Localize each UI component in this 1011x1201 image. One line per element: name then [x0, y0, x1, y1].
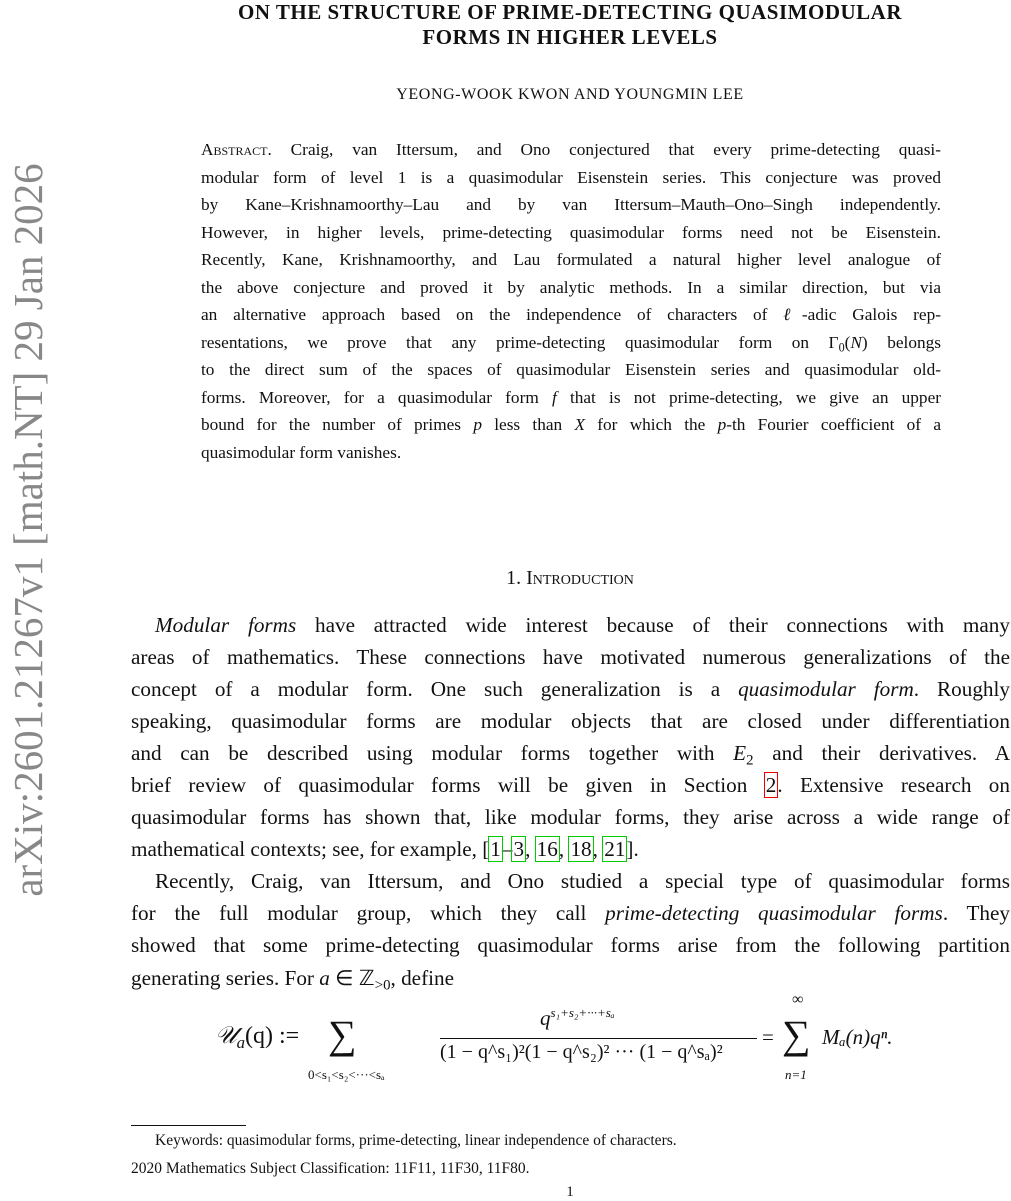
text-segment: areas of mathematics. These connections have motivated numerous generalizations of the	[131, 645, 1010, 669]
section-heading	[0, 567, 1011, 590]
text-segment: Recently, Craig, van Ittersum, and Ono studied a special type of quasimodular forms	[155, 869, 1010, 893]
text-segment: brief review of quasimodular forms will be given in Section	[131, 773, 765, 797]
text-segment: ].	[626, 837, 639, 861]
text-segment: f	[551, 387, 557, 407]
text-segment: –	[501, 837, 513, 861]
text-segment: an alternative approach based on the independence of characters of	[201, 305, 784, 324]
formula-lhs: 𝒰$_a$(q) :=	[215, 1023, 300, 1053]
text-segment: prime-detecting quasimodular forms	[605, 901, 943, 925]
text-segment: , define	[390, 966, 455, 990]
text-segment: . They	[942, 901, 1011, 925]
arxiv-stamp: arXiv:2601.21267v1 [math.NT] 29 Jan 2026	[5, 163, 51, 897]
msc-classification: 2020 Mathematics Subject Classification: 11F11, 11F30, 11F80.	[131, 1160, 530, 1177]
page-number: 1	[566, 1184, 574, 1200]
body-line	[131, 805, 1010, 830]
abstract-line	[201, 443, 941, 463]
text-segment: and can be described using modular forms together with	[131, 741, 734, 765]
paper-title-line-2: FORMS IN HIGHER LEVELS	[422, 25, 718, 49]
text-segment: for which the	[585, 415, 718, 434]
section-number: 1.	[506, 567, 522, 589]
text-segment: have attracted wide interest because of their connections with many	[296, 613, 1010, 637]
text-segment: bound for the number of primes	[201, 415, 474, 434]
text-segment: speaking, quasimodular forms are modular objects that are closed under differentiation	[131, 709, 1010, 733]
citation-link[interactable]: 16	[536, 837, 558, 861]
text-segment: -adic Galois rep-	[801, 305, 941, 324]
text-segment: p	[717, 415, 727, 434]
text-segment: quasimodular form	[738, 677, 914, 701]
text-segment: the above conjecture and proved it by analytic methods. In a similar direction, but via	[201, 277, 941, 297]
text-segment: forms. Moreover, for a quasimodular form	[201, 387, 552, 407]
text-segment: . Extensive research on	[777, 773, 1010, 797]
body-line	[131, 965, 1010, 994]
text-segment: 0	[838, 340, 845, 355]
abstract-line	[201, 140, 941, 160]
body-line	[131, 773, 1010, 798]
body-line	[155, 869, 1010, 894]
body-line	[131, 933, 1010, 958]
formula-rhs: Mₐ(n)qⁿ.	[822, 1025, 893, 1049]
text-segment: that is not prime-detecting, we give an upper	[556, 387, 941, 407]
text-segment: showed that some prime-detecting quasimodular forms arise from the following partition	[131, 933, 1010, 957]
abstract-line	[201, 388, 941, 408]
authors: YEONG-WOOK KWON AND YOUNGMIN LEE	[396, 86, 744, 103]
citation-link[interactable]: 1	[490, 837, 501, 861]
text-segment: >0	[374, 977, 391, 994]
sum2-symbol: ∑	[782, 1012, 811, 1057]
text-segment: . Craig, van Ittersum, and Ono conjectured that every prime-detecting quasi-	[267, 140, 941, 159]
fraction-bar	[440, 1038, 757, 1039]
text-segment: ∈ ℤ	[329, 966, 375, 990]
footnote-rule	[131, 1125, 246, 1126]
text-segment: quasimodular form vanishes.	[201, 442, 402, 462]
keywords: Keywords: quasimodular forms, prime-detecting, linear independence of characters.	[155, 1132, 677, 1149]
abstract-line	[201, 278, 941, 298]
text-segment: less than	[481, 415, 575, 434]
sum-symbol: ∑	[328, 1012, 357, 1057]
abstract-line	[201, 223, 941, 243]
body-line	[131, 677, 1010, 702]
abstract-line	[201, 168, 941, 188]
text-segment: Recently, Kane, Krishnamoorthy, and Lau formulated a natural higher level analogue of	[201, 250, 941, 269]
abstract-line	[201, 333, 941, 356]
text-segment: (	[844, 332, 851, 352]
body-line	[131, 645, 1010, 670]
body-line	[155, 613, 1010, 638]
abstract-line	[201, 305, 941, 325]
text-segment: Modular forms	[155, 613, 297, 637]
text-segment: by Kane–Krishnamoorthy–Lau and by van Ittersum–Mauth–Ono–Singh independently.	[201, 195, 941, 214]
equals-sign: =	[762, 1025, 774, 1049]
text-segment: ,	[592, 837, 604, 861]
text-segment: a	[319, 966, 330, 990]
text-segment: ℓ	[783, 305, 802, 324]
text-segment: N	[850, 332, 862, 352]
text-segment: ,	[558, 837, 570, 861]
citation-link[interactable]: 18	[570, 837, 592, 861]
text-segment: quasimodular forms has shown that, like modular forms, they arise across a wide range of	[131, 805, 1010, 829]
text-segment: for the full modular group, which they call	[131, 901, 606, 925]
abstract-line	[201, 195, 941, 215]
body-line	[131, 741, 1010, 769]
text-segment: -th Fourier coefficient of a	[726, 415, 941, 434]
text-segment: generating series. For	[131, 966, 320, 990]
display-formula	[215, 991, 920, 1085]
sum-range: 0<s₁<s₂<···<sₐ	[308, 1067, 385, 1082]
body-line	[131, 837, 1010, 862]
text-segment: However, in higher levels, prime-detecting quasimodular forms need not be Eisenstein.	[201, 222, 941, 242]
text-segment: E	[733, 741, 747, 765]
text-segment: resentations, we prove that any prime-detecting quasimodular form on Γ	[201, 332, 839, 352]
paper-title-line-1: ON THE STRUCTURE OF PRIME-DETECTING QUASIMODULAR	[238, 0, 902, 24]
body-line	[131, 901, 1010, 926]
text-segment: Abstract	[201, 140, 268, 159]
text-segment: ,	[525, 837, 536, 861]
body-line	[131, 709, 1010, 734]
text-segment: mathematical contexts; see, for example, [	[131, 837, 490, 861]
text-segment: X	[574, 415, 585, 434]
abstract-line	[201, 360, 941, 380]
sum2-lower: n=1	[785, 1067, 807, 1082]
abstract-line	[201, 415, 941, 435]
sum2-upper: ∞	[792, 991, 804, 1008]
text-segment: ) belongs	[861, 332, 941, 352]
text-segment: to the direct sum of the spaces of quasimodular Eisenstein series and quasimodular old-	[201, 360, 941, 379]
text-segment: p	[473, 415, 482, 434]
citation-link[interactable]: 3	[513, 837, 525, 861]
citation-link[interactable]: 21	[604, 837, 626, 861]
abstract-line	[201, 250, 941, 270]
text-segment: concept of a modular form. One such generalization is a	[131, 677, 739, 701]
text-segment: 2	[746, 752, 754, 769]
section-title: Introduction	[526, 567, 634, 589]
text-segment: and their derivatives. A	[753, 741, 1010, 765]
numerator: $q^{s_1+s_2+\cdot\cdot\cdot+s_a}$	[540, 1005, 615, 1030]
text-segment: . Roughly	[913, 677, 1010, 701]
denominator: (1 − q^s₁)²(1 − q^s₂)² ··· (1 − q^sₐ)²	[440, 1041, 723, 1063]
section-reference-link[interactable]: 2	[765, 773, 777, 797]
text-segment: modular form of level 1 is a quasimodular Eisenstein series. This conjecture was proved	[201, 167, 941, 187]
